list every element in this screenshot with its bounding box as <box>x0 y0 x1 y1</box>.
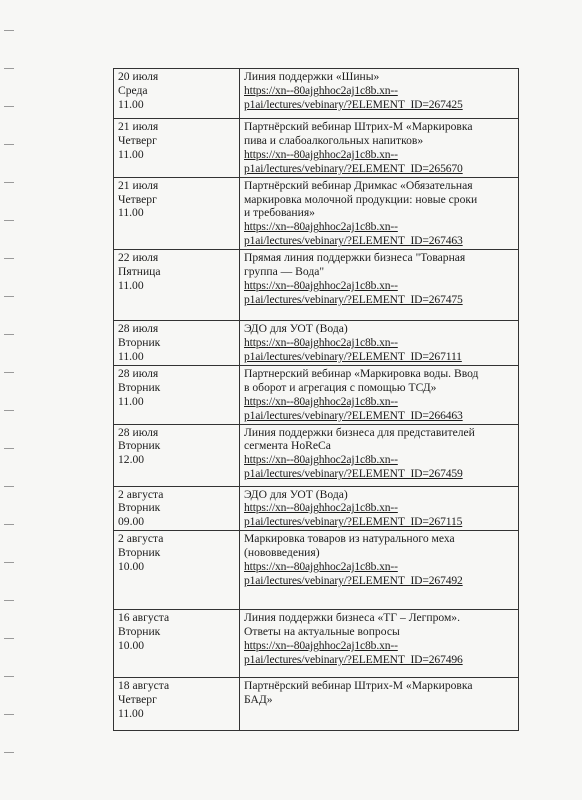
event-link-line[interactable]: https://xn--80ajghhoc2aj1c8b.xn-- <box>244 501 398 515</box>
event-link-line[interactable]: p1ai/lectures/vebinary/?ELEMENT_ID=267463 <box>244 234 463 248</box>
margin-tick <box>4 562 14 563</box>
schedule-row <box>114 177 519 250</box>
date-text: 21 июля <box>118 120 159 133</box>
event-cell <box>240 678 519 731</box>
event-link-line[interactable]: https://xn--80ajghhoc2aj1c8b.xn-- <box>244 336 398 350</box>
margin-tick <box>4 258 14 259</box>
event-link-line[interactable]: p1ai/lectures/vebinary/?ELEMENT_ID=267496 <box>244 652 463 666</box>
margin-tick <box>4 752 14 753</box>
date-text: 20 июля <box>118 70 159 83</box>
margin-tick <box>4 714 14 715</box>
webinar-schedule-table <box>113 68 519 731</box>
margin-tick <box>4 30 14 31</box>
schedule-row <box>114 119 519 178</box>
schedule-row <box>114 486 519 531</box>
event-cell <box>240 177 519 250</box>
weekday-text: Вторник <box>118 336 161 350</box>
event-link-line[interactable]: p1ai/lectures/vebinary/?ELEMENT_ID=267115 <box>244 515 463 529</box>
weekday-text: Пятница <box>118 265 161 279</box>
event-title-line: сегмента HoReCa <box>244 439 331 453</box>
margin-tick <box>4 638 14 639</box>
date-text: 28 июля <box>118 425 159 439</box>
margin-tick <box>4 68 14 69</box>
event-cell <box>240 424 519 486</box>
weekday-text: Вторник <box>118 501 161 515</box>
margin-tick <box>4 410 14 411</box>
time-text: 11.00 <box>118 707 144 721</box>
event-link-line[interactable]: p1ai/lectures/vebinary/?ELEMENT_ID=267111 <box>244 349 462 363</box>
weekday-text: Вторник <box>118 625 161 639</box>
date-cell <box>114 321 240 366</box>
event-link-line[interactable]: p1ai/lectures/vebinary/?ELEMENT_ID=267459 <box>244 467 463 481</box>
time-text: 12.00 <box>118 453 145 467</box>
date-cell <box>114 177 240 250</box>
margin-tick <box>4 296 14 297</box>
event-cell <box>240 69 519 119</box>
margin-tick <box>4 220 14 221</box>
event-cell <box>240 531 519 610</box>
scan-margin-marks <box>0 0 30 800</box>
event-title-line: маркировка молочной продукции: новые сроки <box>244 192 478 206</box>
schedule-row <box>114 250 519 321</box>
date-cell <box>114 531 240 610</box>
margin-tick <box>4 524 14 525</box>
weekday-text: Вторник <box>118 380 161 394</box>
event-link-line[interactable]: https://xn--80ajghhoc2aj1c8b.xn-- <box>244 453 398 467</box>
date-cell <box>114 365 240 424</box>
schedule-row <box>114 365 519 424</box>
date-text: 22 июля <box>118 251 159 265</box>
event-link-line[interactable]: p1ai/lectures/vebinary/?ELEMENT_ID=266463 <box>244 408 463 422</box>
weekday-text: Четверг <box>118 133 157 147</box>
event-title-line: Партнерский вебинар «Маркировка воды. Ввод <box>244 366 479 380</box>
weekday-text: Четверг <box>118 693 157 707</box>
event-link-line[interactable]: https://xn--80ajghhoc2aj1c8b.xn-- <box>244 147 398 161</box>
event-link-line[interactable]: p1ai/lectures/vebinary/?ELEMENT_ID=267492 <box>244 573 463 587</box>
schedule-row <box>114 321 519 366</box>
event-title-line: Линия поддержки бизнеса «ТГ – Легпром». <box>244 611 460 625</box>
date-cell <box>114 119 240 178</box>
event-title-line: Партнёрский вебинар Штрих-М «Маркировка <box>244 120 473 133</box>
time-text: 11.00 <box>118 97 144 111</box>
date-text: 18 августа <box>118 679 170 693</box>
event-link-line[interactable]: p1ai/lectures/vebinary/?ELEMENT_ID=267475 <box>244 292 463 306</box>
event-link-line[interactable]: https://xn--80ajghhoc2aj1c8b.xn-- <box>244 220 398 234</box>
event-link-line[interactable]: p1ai/lectures/vebinary/?ELEMENT_ID=265670 <box>244 161 463 175</box>
event-title-line: Прямая линия поддержки бизнеса "Товарная <box>244 251 466 265</box>
margin-tick <box>4 372 14 373</box>
schedule-row <box>114 424 519 486</box>
time-text: 10.00 <box>118 639 145 653</box>
event-cell <box>240 610 519 678</box>
event-title-line: (нововведения) <box>244 546 320 560</box>
margin-tick <box>4 334 14 335</box>
time-text: 11.00 <box>118 349 144 363</box>
date-cell <box>114 610 240 678</box>
event-cell <box>240 119 519 178</box>
schedule-row <box>114 610 519 678</box>
date-text: 2 августа <box>118 487 164 501</box>
time-text: 11.00 <box>118 394 144 408</box>
weekday-text: Вторник <box>118 439 161 453</box>
event-title-line: Партнёрский вебинар Штрих-М «Маркировка <box>244 679 473 693</box>
date-text: 2 августа <box>118 532 164 546</box>
event-link-line[interactable]: https://xn--80ajghhoc2aj1c8b.xn-- <box>244 639 398 653</box>
event-title-line: в оборот и агрегация с помощью ТСД» <box>244 380 437 394</box>
margin-tick <box>4 106 14 107</box>
weekday-text: Четверг <box>118 192 157 206</box>
event-title-line: Ответы на актуальные вопросы <box>244 625 400 639</box>
event-title-line: Линия поддержки «Шины» <box>244 70 380 83</box>
event-title-line: ЭДО для УОТ (Вода) <box>244 487 348 501</box>
margin-tick <box>4 600 14 601</box>
margin-tick <box>4 182 14 183</box>
event-link-line[interactable]: https://xn--80ajghhoc2aj1c8b.xn-- <box>244 560 398 574</box>
date-text: 16 августа <box>118 611 170 625</box>
event-link-line[interactable]: https://xn--80ajghhoc2aj1c8b.xn-- <box>244 83 398 97</box>
margin-tick <box>4 448 14 449</box>
weekday-text: Среда <box>118 83 148 97</box>
event-title-line: Партнёрский вебинар Дримкас «Обязательная <box>244 178 473 192</box>
time-text: 11.00 <box>118 206 144 220</box>
event-title-line: БАД» <box>244 693 273 707</box>
event-cell <box>240 250 519 321</box>
weekday-text: Вторник <box>118 546 161 560</box>
time-text: 11.00 <box>118 278 144 292</box>
date-cell <box>114 486 240 531</box>
date-cell <box>114 250 240 321</box>
event-cell <box>240 486 519 531</box>
date-cell <box>114 678 240 731</box>
event-title-line: пива и слабоалкогольных напитков» <box>244 133 424 147</box>
schedule-row <box>114 678 519 731</box>
event-cell <box>240 321 519 366</box>
date-text: 28 июля <box>118 366 159 380</box>
event-title-line: ЭДО для УОТ (Вода) <box>244 322 348 336</box>
event-title-line: Линия поддержки бизнеса для представителей <box>244 425 475 439</box>
event-title-line: и требования» <box>244 206 315 220</box>
event-title-line: Маркировка товаров из натурального меха <box>244 532 455 546</box>
date-cell <box>114 69 240 119</box>
event-title-line: группа — Вода" <box>244 265 325 279</box>
date-cell <box>114 424 240 486</box>
date-text: 21 июля <box>118 178 159 192</box>
date-text: 28 июля <box>118 322 159 336</box>
margin-tick <box>4 676 14 677</box>
time-text: 09.00 <box>118 515 145 529</box>
event-link-line[interactable]: https://xn--80ajghhoc2aj1c8b.xn-- <box>244 394 398 408</box>
time-text: 10.00 <box>118 560 145 574</box>
schedule-row <box>114 69 519 119</box>
time-text: 11.00 <box>118 147 144 161</box>
schedule-row <box>114 531 519 610</box>
event-link-line[interactable]: p1ai/lectures/vebinary/?ELEMENT_ID=267425 <box>244 97 463 111</box>
margin-tick <box>4 486 14 487</box>
margin-tick <box>4 144 14 145</box>
event-link-line[interactable]: https://xn--80ajghhoc2aj1c8b.xn-- <box>244 278 398 292</box>
event-cell <box>240 365 519 424</box>
